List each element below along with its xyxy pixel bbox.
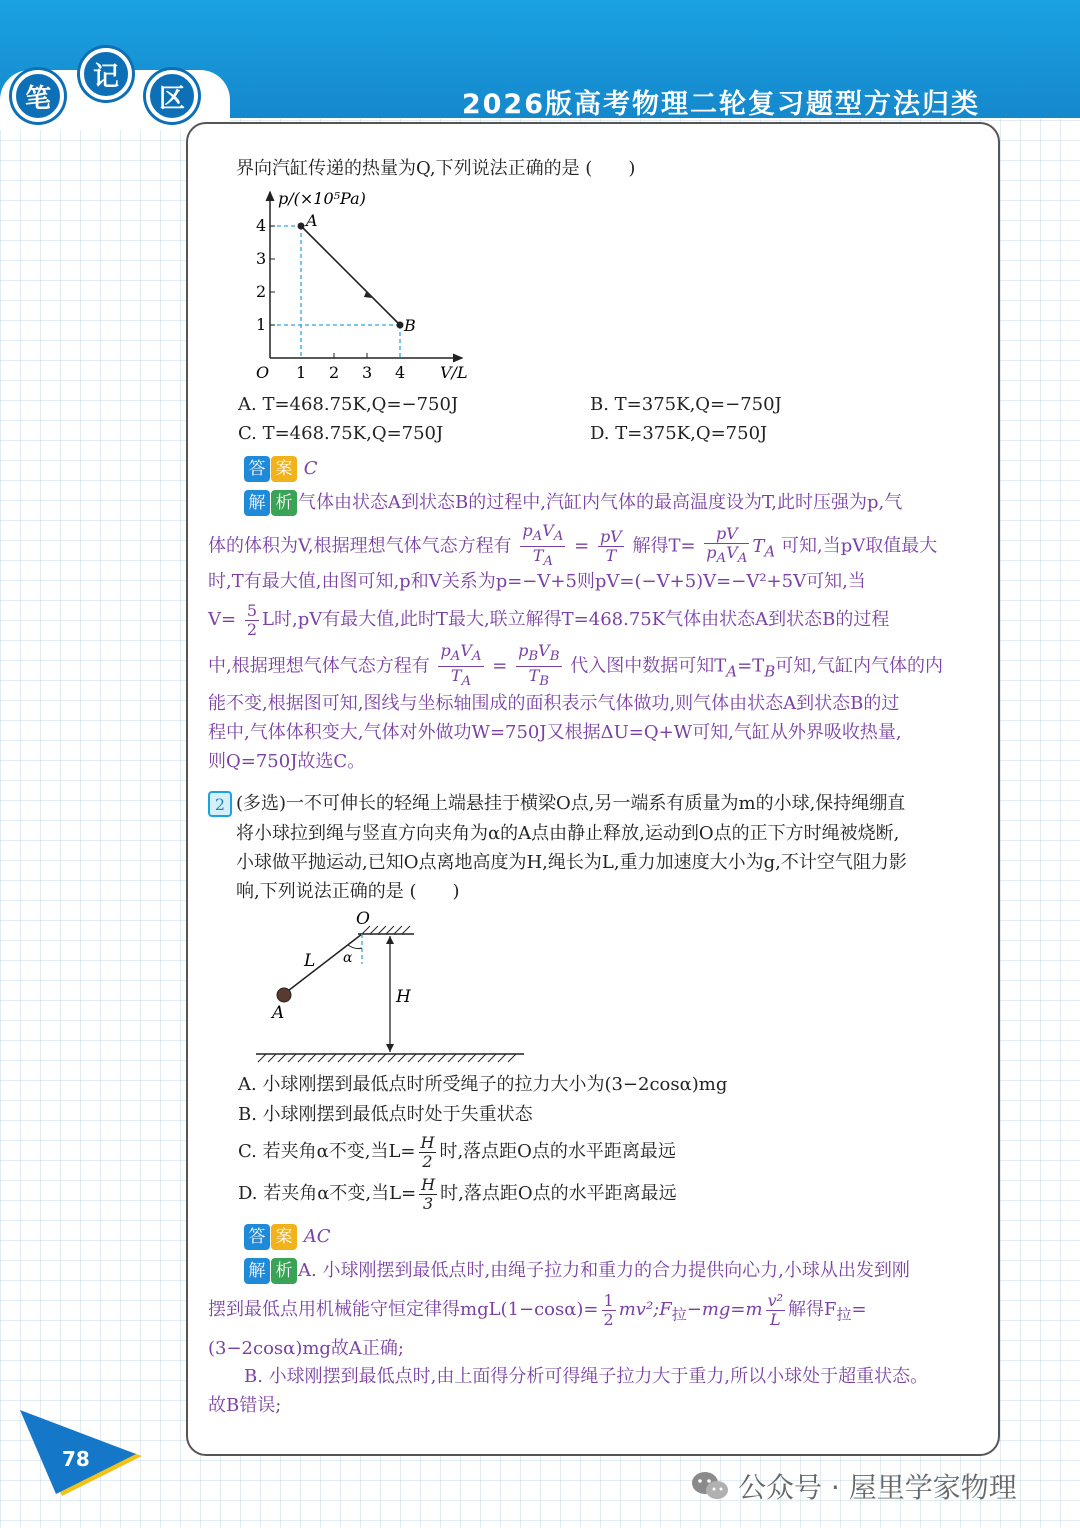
- frac-h-2: $\frac{H}{2}$: [420, 1132, 435, 1171]
- q2-answer: AC: [303, 1226, 331, 1247]
- q1-analysis-line-2: 体的体积为V,根据理想气体气态方程有 $\frac{p_AV_A}{T_A}$ = $\frac{pV}{T}$ 解得T= $\frac{pV}{p_AV_A}$ $T_A$ 可知,当pV取值最大: [208, 521, 938, 570]
- origin-label: O: [256, 363, 270, 382]
- q1-analysis-text-4b: L时,pV有最大值,此时T最大,联立解得T=468.75K气体由状态A到状态B的过程: [262, 609, 890, 630]
- ytick-3: 3: [256, 249, 267, 268]
- q2-analysis-text-1: A. 小球刚摆到最低点时,由绳子拉力和重力的合力提供向心力,小球从出发到刚: [298, 1260, 910, 1281]
- frac-h-3: $\frac{H}{3}$: [421, 1174, 436, 1213]
- y-axis-label: p/(×10⁵Pa): [278, 189, 366, 208]
- point-a-label: A: [306, 211, 318, 230]
- xtick-3: 3: [362, 363, 373, 382]
- q2-option-c: [238, 1130, 676, 1174]
- q1-answer-row: [244, 456, 318, 482]
- label-h: H: [396, 987, 411, 1007]
- answer-tag-2: 案: [271, 456, 297, 482]
- q1-analysis-text-1: 气体由状态A到状态B的过程中,汽缸内气体的最高温度设为T,此时压强为p,气: [298, 492, 903, 513]
- q1-option-a: A. T=468.75K,Q=−750J: [238, 394, 459, 415]
- angle-arc: [348, 945, 362, 949]
- q2-stem-text-1: (多选)一不可伸长的轻绳上端悬挂于横梁O点,另一端系有质量为m的小球,保持绳绷直: [236, 793, 906, 814]
- frac-one-half: $\frac{1}{2}$: [603, 1290, 614, 1329]
- label-o: O: [356, 909, 370, 929]
- analysis-tag-2: 析: [271, 490, 297, 516]
- q2-stem-line-4: 响,下列说法正确的是 ( ): [236, 881, 460, 902]
- watermark: [690, 1466, 1017, 1509]
- pv-graph: [244, 186, 484, 386]
- analysis-tag-1: 解: [244, 490, 270, 516]
- frac-five-halves: $\frac{5}{2}$: [246, 600, 258, 639]
- q1-analysis-line-4: [208, 598, 889, 642]
- q2-analysis-text-2d: 解得F: [788, 1299, 837, 1320]
- q2-option-c-post: 时,落点距O点的水平距离最远: [439, 1141, 676, 1162]
- q2-analysis-line-1: [244, 1258, 910, 1284]
- subscript-la-2: 拉: [836, 1305, 852, 1324]
- q1-analysis-line-1: [244, 490, 902, 516]
- frac-pava-ta: $\frac{p_AV_A}{T_A}$: [522, 521, 564, 570]
- answer-tag-1: 答: [244, 456, 270, 482]
- q1-analysis-text-2c: 可知,当pV取值最大: [780, 535, 938, 557]
- point-b-label: B: [404, 316, 416, 335]
- q2-option-b: B. 小球刚摆到最低点时处于失重状态: [238, 1104, 533, 1125]
- label-alpha: α: [343, 950, 353, 966]
- q2-number-badge: 2: [208, 791, 232, 817]
- subscript-la-1: 拉: [671, 1305, 687, 1324]
- q2-option-c-pre: C. 若夹角α不变,当L=: [238, 1141, 416, 1162]
- label-l: L: [304, 951, 316, 971]
- q1-option-b: B. T=375K,Q=−750J: [590, 394, 782, 415]
- q1-option-d: D. T=375K,Q=750J: [590, 423, 768, 444]
- point-a: [298, 223, 305, 230]
- xtick-4: 4: [395, 363, 406, 382]
- q2-option-d-pre: D. 若夹角α不变,当L=: [238, 1183, 417, 1204]
- q2-option-d-post: 时,落点距O点的水平距离最远: [440, 1183, 677, 1204]
- q2-answer-row: [244, 1224, 331, 1250]
- q2-analysis-text-2c: −mg=m: [686, 1299, 763, 1320]
- q2-analysis-line-3: (3−2cosα)mg故A正确;: [208, 1338, 404, 1359]
- q2-option-d: [238, 1172, 677, 1216]
- ytick-2: 2: [256, 282, 267, 301]
- q1-answer: C: [303, 458, 318, 479]
- q2-analysis-line-5: 故B错误;: [208, 1395, 282, 1416]
- point-b: [397, 322, 404, 329]
- watermark-text: 公众号 · 屋里学家物理: [738, 1471, 1017, 1504]
- q1-analysis-line-6: 能不变,根据图可知,图线与坐标轴围成的面积表示气体做功,则气体由状态A到状态B的过: [208, 693, 900, 714]
- wechat-icon: [690, 1470, 730, 1509]
- q1-analysis-text-5b: 代入图中数据可知T: [570, 655, 727, 677]
- q1-option-c: C. T=468.75K,Q=750J: [238, 423, 444, 444]
- q2-analysis-text-2a: 摆到最低点用机械能守恒定律得mgL(1−cosα)=: [208, 1299, 599, 1320]
- q1-analysis-line-7: 程中,气体体积变大,气体对外做功W=750J又根据ΔU=Q+W可知,气缸从外界吸收热量,: [208, 722, 902, 743]
- ytick-1: 1: [256, 315, 267, 334]
- frac-pv-t: $\frac{pV}{T}$: [599, 527, 622, 566]
- xtick-2: 2: [329, 363, 340, 382]
- q1-analysis-text-4a: V=: [208, 609, 237, 630]
- analysis-tag-1: 解: [244, 1258, 270, 1284]
- process-line-ab: [301, 226, 400, 325]
- frac-pava-ta-2: $\frac{p_AV_A}{T_A}$: [440, 641, 482, 690]
- q2-stem-line-3: 小球做平抛运动,已知O点离地高度为H,绳长为L,重力加速度大小为g,不计空气阻力影: [236, 852, 907, 873]
- label-a: A: [272, 1003, 285, 1023]
- badge-bi: 笔: [12, 70, 64, 122]
- q2-option-a: A. 小球刚摆到最低点时所受绳子的拉力大小为(3−2cosα)mg: [238, 1074, 728, 1095]
- q1-intro: 界向汽缸传递的热量为Q,下列说法正确的是 ( ): [236, 158, 636, 179]
- frac-v2-l: $\frac{\text{v²}}{L}$: [767, 1290, 784, 1329]
- page-number: 78: [62, 1447, 90, 1471]
- analysis-tag-2: 析: [271, 1258, 297, 1284]
- q1-analysis-text-5c: =T: [737, 655, 765, 677]
- q2-analysis-line-2: [208, 1288, 867, 1337]
- q1-analysis-line-5: 中,根据理想气体气态方程有 $\frac{p_AV_A}{T_A}$ = $\frac{p_BV_B}{T_B}$ 代入图中数据可知$T_A=T_B$可知,气缸内气体的内: [208, 641, 943, 690]
- frac-pbvb-tb: $\frac{p_BV_B}{T_B}$: [518, 641, 560, 690]
- q2-analysis-line-4: B. 小球刚摆到最低点时,由上面得分析可得绳子拉力大于重力,所以小球处于超重状态。: [244, 1366, 929, 1387]
- answer-tag-1: 答: [244, 1224, 270, 1250]
- q2-stem-line-1: [208, 791, 905, 817]
- q2-analysis-text-2e: =: [851, 1299, 867, 1320]
- q2-analysis-text-2b: mv²;F: [618, 1299, 672, 1320]
- pendulum-figure: [248, 906, 538, 1066]
- q1-analysis-line-3: 时,T有最大值,由图可知,p和V关系为p=−V+5则pV=(−V+5)V=−V²+5V可知,当: [208, 571, 866, 592]
- ball: [277, 988, 291, 1002]
- q1-analysis-text-5d: 可知,气缸内气体的内: [775, 655, 943, 677]
- badge-qu: 区: [146, 70, 198, 122]
- q2-stem-line-2: 将小球拉到绳与竖直方向夹角为α的A点由静止释放,运动到O点的正下方时绳被烧断,: [236, 823, 900, 844]
- ytick-4: 4: [256, 216, 267, 235]
- answer-tag-2: 案: [271, 1224, 297, 1250]
- q1-analysis-text-2a: 体的体积为V,根据理想气体气态方程有: [208, 535, 512, 557]
- book-title: 2026版高考物理二轮复习题型方法归类: [461, 89, 980, 120]
- q1-analysis-text-5a: 中,根据理想气体气态方程有: [208, 655, 430, 677]
- x-axis-label: V/L: [440, 363, 468, 382]
- frac-pv-pava: $\frac{pV}{p_AV_A}$: [706, 524, 748, 567]
- content-card: [186, 122, 1000, 1456]
- q1-analysis-text-2b: 解得T=: [632, 535, 696, 557]
- badge-ji: 记: [80, 48, 132, 100]
- xtick-1: 1: [296, 363, 307, 382]
- q1-analysis-line-8: 则Q=750J故选C。: [208, 751, 366, 772]
